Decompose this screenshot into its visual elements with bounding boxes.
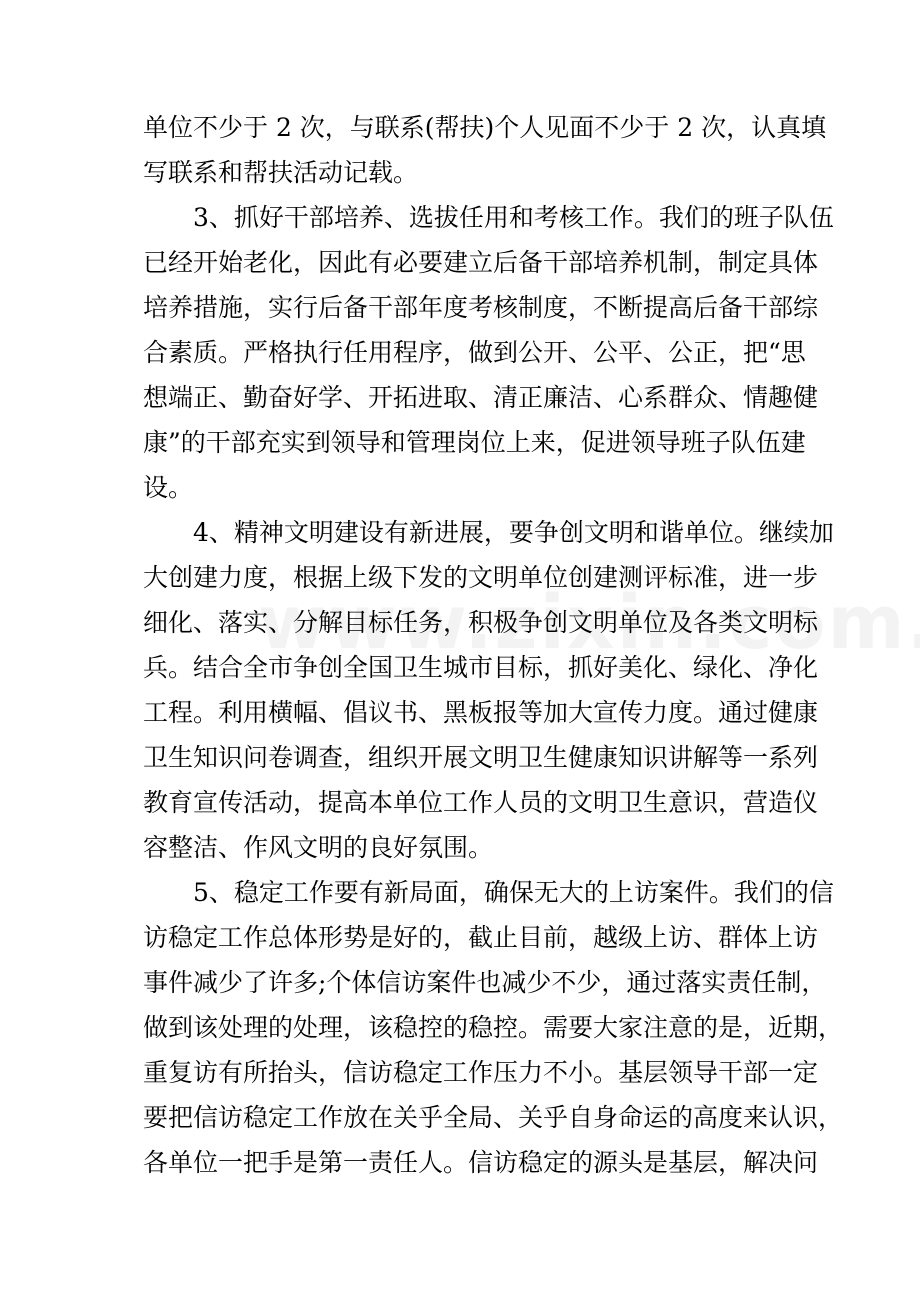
text-line: 各单位一把手是第一责任人。信访稳定的源头是基层，解决问 [143, 1148, 819, 1177]
text-line: 4、精神文明建设有新进展，要争创文明和谐单位。继续加 [193, 518, 834, 547]
text-line: 重复访有所抬头，信访稳定工作压力不小。基层领导干部一定 [143, 1058, 819, 1087]
text-line: 要把信访稳定工作放在关乎全局、关乎自身命运的高度来认识， [143, 1103, 844, 1132]
text-line: 培养措施，实行后备干部年度考核制度，不断提高后备干部综 [143, 293, 819, 322]
text-line: 容整洁、作风文明的良好氛围。 [143, 833, 494, 862]
text-line: 做到该处理的处理，该稳控的稳控。需要大家注意的是，近期， [143, 1013, 844, 1042]
text-line: 单位不少于 2 次，与联系(帮扶)个人见面不少于 2 次，认真填 [143, 113, 827, 142]
text-line: 事件减少了许多;个体信访案件也减少不少，通过落实责任制， [143, 968, 827, 997]
text-line: 3、抓好干部培养、选拔任用和考核工作。我们的班子队伍 [193, 203, 834, 232]
text-line: 教育宣传活动，提高本单位工作人员的文明卫生意识，营造仪 [143, 788, 819, 817]
text-line: 写联系和帮扶活动记载。 [143, 158, 419, 187]
text-line: 细化、落实、分解目标任务，积极争创文明单位及各类文明标 [143, 608, 819, 637]
text-line: 已经开始老化，因此有必要建立后备干部培养机制，制定具体 [143, 248, 819, 277]
text-line: 兵。结合全市争创全国卫生城市目标，抓好美化、绿化、净化 [143, 653, 819, 682]
text-line: 合素质。严格执行任用程序，做到公开、公平、公正，把“思 [143, 338, 806, 367]
text-line: 工程。利用横幅、倡议书、黑板报等加大宣传力度。通过健康 [143, 698, 819, 727]
text-line: 康”的干部充实到领导和管理岗位上来，促进领导班子队伍建 [143, 428, 806, 457]
text-line: 想端正、勤奋好学、开拓进取、清正廉洁、心系群众、情趣健 [143, 383, 819, 412]
text-line: 卫生知识问卷调查，组织开展文明卫生健康知识讲解等一系列 [143, 743, 819, 772]
text-line: 大创建力度，根据上级下发的文明单位创建测评标准，进一步 [143, 563, 819, 592]
text-line: 访稳定工作总体形势是好的，截止目前，越级上访、群体上访 [143, 923, 819, 952]
text-line: 5、稳定工作要有新局面，确保无大的上访案件。我们的信 [193, 878, 834, 907]
text-line: 设。 [143, 473, 194, 502]
